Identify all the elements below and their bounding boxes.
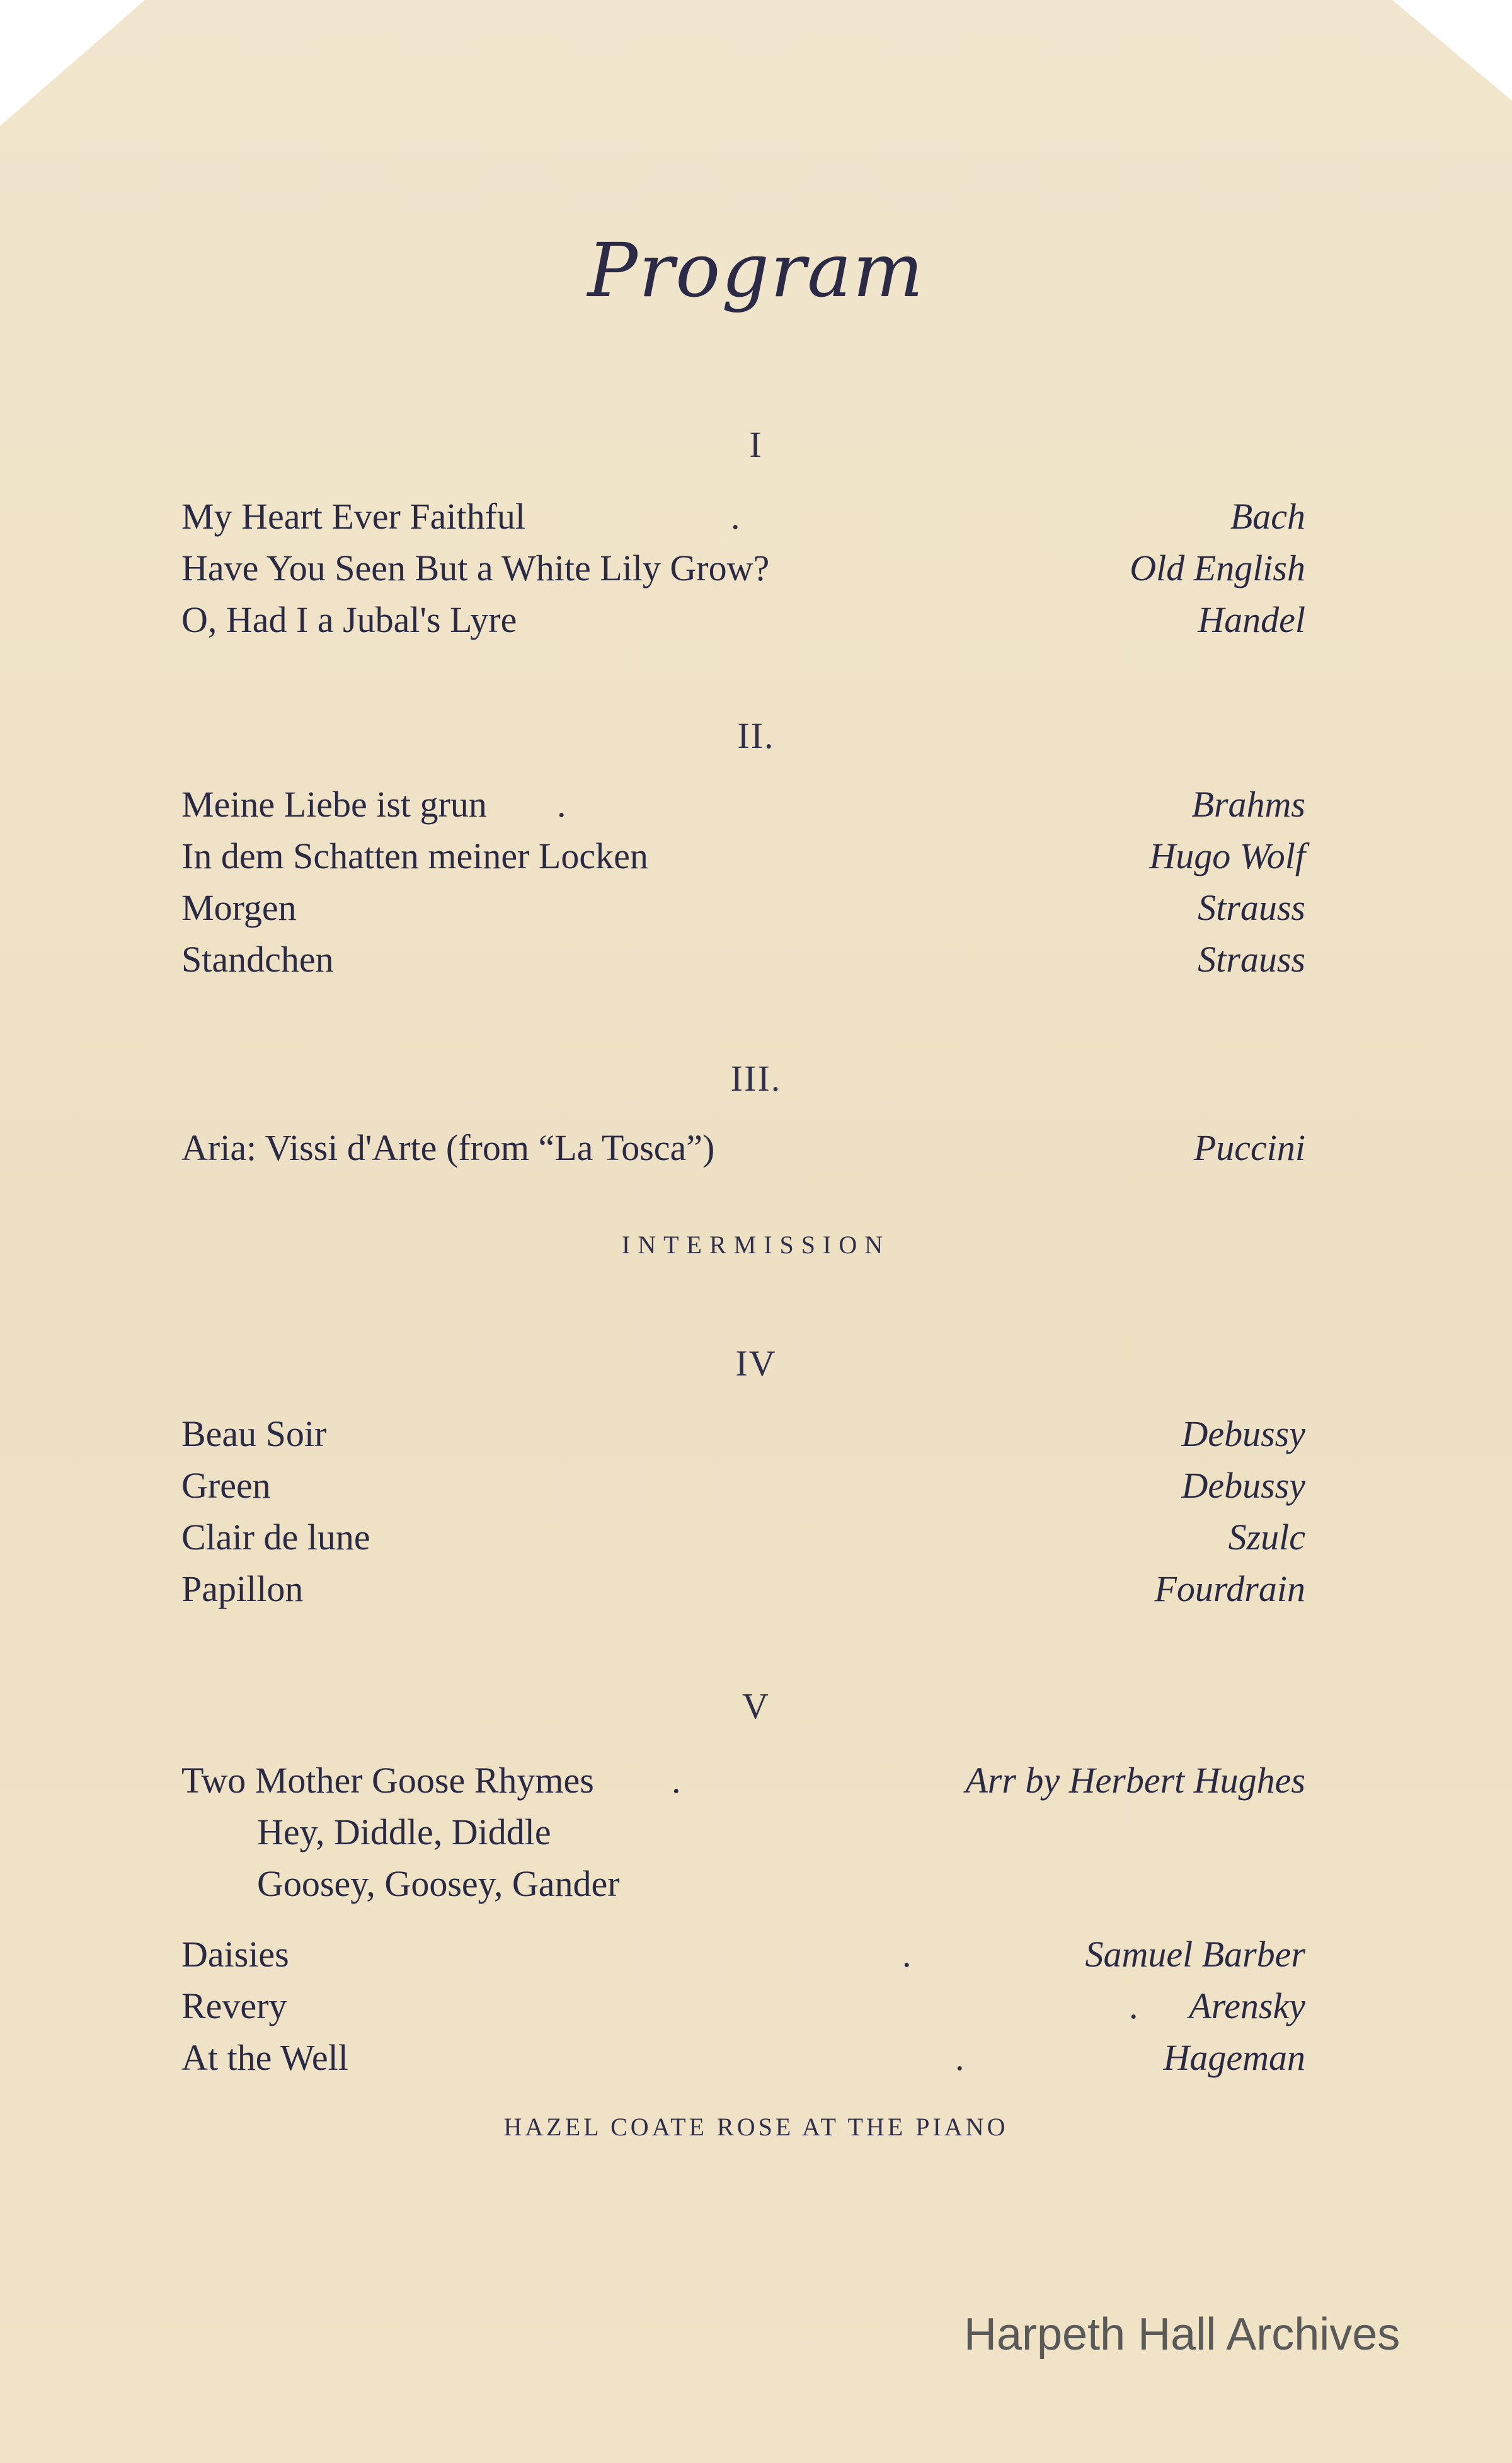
leader-dot: . xyxy=(672,1760,681,1801)
piece-title: Standchen xyxy=(181,939,334,980)
composer: Samuel Barber xyxy=(1085,1934,1305,1975)
program-item xyxy=(181,779,1305,830)
program-item xyxy=(181,2033,1305,2083)
section-heading-4: IV xyxy=(735,1343,777,1384)
section-heading-2: II. xyxy=(737,715,775,756)
accompanist-credit: HAZEL COATE ROSE AT THE PIANO xyxy=(503,2113,1009,2141)
composer: Arensky xyxy=(1189,1985,1305,2026)
composer: Strauss xyxy=(1198,887,1305,928)
torn-corner-right xyxy=(1392,0,1512,101)
intermission-label: INTERMISSION xyxy=(621,1231,891,1259)
leader-dot: . xyxy=(1129,1985,1138,2026)
piece-title: Hey, Diddle, Diddle xyxy=(257,1811,551,1852)
piece-title: Morgen xyxy=(181,887,297,928)
piece-title: Meine Liebe ist grun xyxy=(181,784,487,825)
leader-dot: . xyxy=(955,2037,965,2078)
composer: Debussy xyxy=(1181,1413,1305,1454)
composer: Brahms xyxy=(1191,784,1305,825)
leader-dot: . xyxy=(731,496,740,537)
composer: Hugo Wolf xyxy=(1149,835,1305,876)
program-item xyxy=(181,1929,1305,1980)
piece-title: In dem Schatten meiner Locken xyxy=(181,835,648,876)
composer: Handel xyxy=(1198,599,1305,640)
piece-title: Daisies xyxy=(181,1934,289,1975)
piece-title: Clair de lune xyxy=(181,1517,370,1558)
program-item xyxy=(181,595,1305,645)
program-item xyxy=(181,543,1305,594)
program-item xyxy=(181,883,1305,933)
composer: Szulc xyxy=(1228,1517,1305,1558)
torn-corner-left xyxy=(0,0,145,126)
composer: Hageman xyxy=(1163,2037,1305,2078)
program-item xyxy=(181,1807,1305,1857)
program-item xyxy=(181,1564,1305,1614)
piece-title: Green xyxy=(181,1465,271,1506)
program-item xyxy=(181,1461,1305,1511)
piece-title: Revery xyxy=(181,1985,287,2026)
page-title: Program xyxy=(587,227,925,314)
piece-title: Have You Seen But a White Lily Grow? xyxy=(181,548,770,588)
piece-title: My Heart Ever Faithful xyxy=(181,496,526,537)
piece-title: Two Mother Goose Rhymes xyxy=(181,1760,594,1801)
piece-title: At the Well xyxy=(181,2037,348,2078)
program-item xyxy=(181,831,1305,881)
section-heading-5: V xyxy=(742,1685,770,1726)
composer: Debussy xyxy=(1181,1465,1305,1506)
composer: Strauss xyxy=(1198,939,1305,980)
program-item xyxy=(181,1123,1305,1173)
piece-title: Papillon xyxy=(181,1568,304,1609)
program-item xyxy=(181,491,1305,542)
program-item xyxy=(181,1409,1305,1459)
piece-title: O, Had I a Jubal's Lyre xyxy=(181,599,517,640)
section-heading-3: III. xyxy=(730,1058,782,1099)
piece-title: Beau Soir xyxy=(181,1413,327,1454)
composer: Bach xyxy=(1230,496,1305,537)
program-item xyxy=(181,1755,1305,1806)
composer: Arr by Herbert Hughes xyxy=(965,1760,1305,1801)
leader-dot: . xyxy=(902,1934,912,1975)
program-item xyxy=(181,934,1305,985)
leader-dot: . xyxy=(557,784,566,825)
piece-title: Aria: Vissi d'Arte (from “La Tosca”) xyxy=(181,1127,715,1168)
section-heading-1: I xyxy=(749,424,763,465)
program-item xyxy=(181,1859,1305,1909)
composer: Old English xyxy=(1130,548,1305,588)
piece-title: Goosey, Goosey, Gander xyxy=(257,1863,620,1904)
program-item xyxy=(181,1512,1305,1563)
composer: Fourdrain xyxy=(1154,1568,1305,1609)
archive-watermark: Harpeth Hall Archives xyxy=(964,2309,1400,2360)
composer: Puccini xyxy=(1193,1127,1305,1168)
